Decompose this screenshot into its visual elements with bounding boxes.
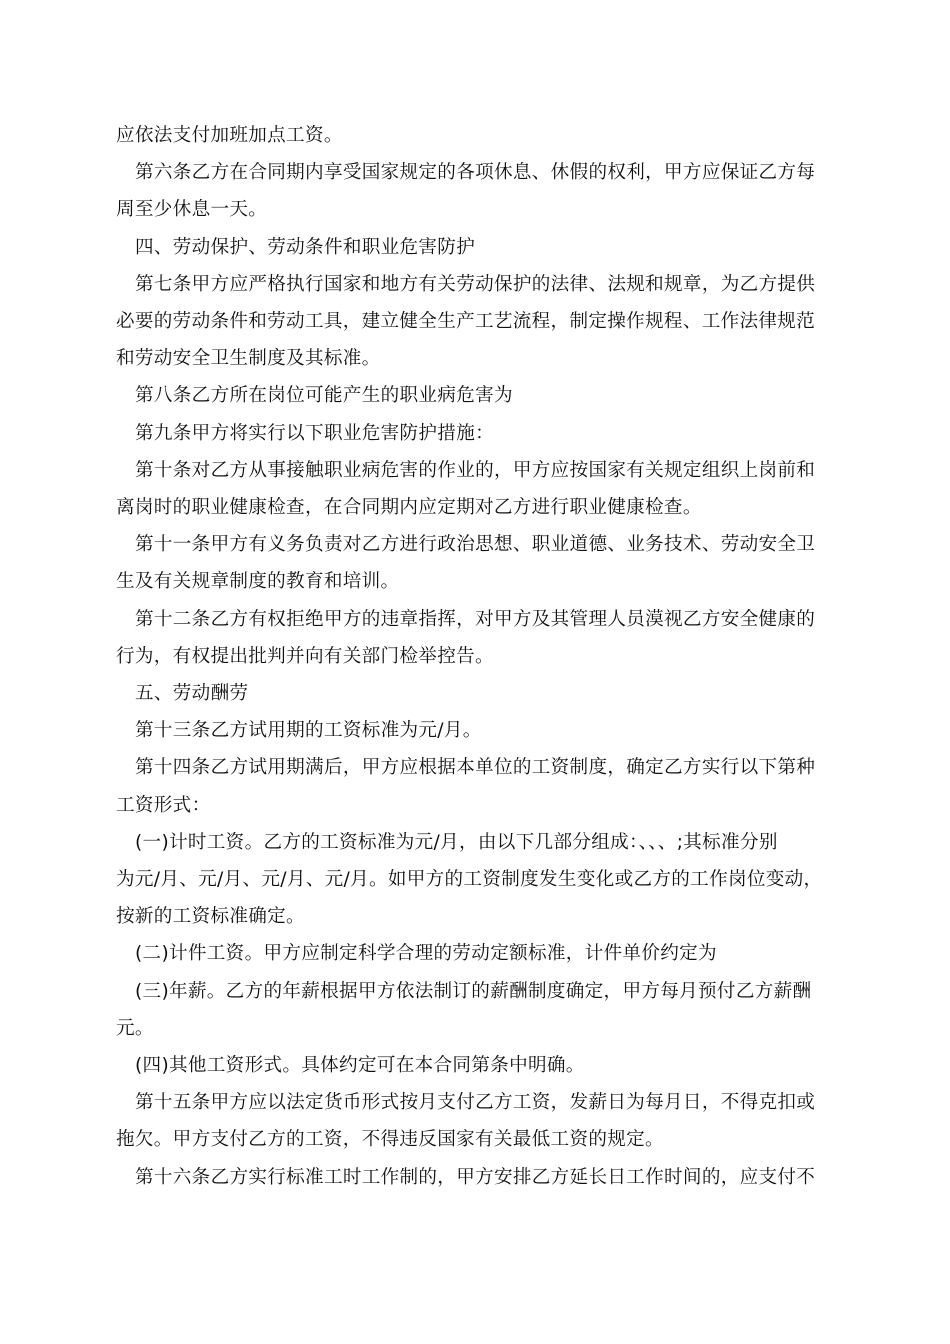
text-line: 按新的工资标准确定。 xyxy=(116,906,305,928)
text-line: 生及有关规章制度的教育和培训。 xyxy=(116,571,400,593)
text-line: 第九条甲方将实行以下职业危害防护措施： xyxy=(135,422,494,444)
text-line: 和劳动安全卫生制度及其标准。 xyxy=(116,348,381,370)
text-line: (三)年薪。乙方的年薪根据甲方依法制订的薪酬制度确定，甲方每月预付乙方薪酬 xyxy=(135,980,812,1002)
text-line: 第十条对乙方从事接触职业病危害的作业的，甲方应按国家有关规定组织上岗前和 xyxy=(135,459,816,481)
text-line: (四)其他工资形式。具体约定可在本合同第条中明确。 xyxy=(135,1055,585,1077)
text-line: 必要的劳动条件和劳动工具，建立健全生产工艺流程，制定操作规程、工作法律规范 xyxy=(116,311,816,333)
text-line: 离岗时的职业健康检查，在合同期内应定期对乙方进行职业健康检查。 xyxy=(116,497,702,519)
text-line: 第十六条乙方实行标准工时工作制的，甲方安排乙方延长日工作时间的，应支付不 xyxy=(135,1166,816,1188)
text-line: 第十五条甲方应以法定货币形式按月支付乙方工资，发薪日为每月日，不得克扣或 xyxy=(135,1092,816,1114)
text-line: 五、劳动酬劳 xyxy=(135,683,249,705)
text-line: 应依法支付加班加点工资。 xyxy=(116,125,343,146)
text-line: 第十二条乙方有权拒绝甲方的违章指挥，对甲方及其管理人员漠视乙方安全健康的 xyxy=(135,608,816,630)
text-line: 第八条乙方所在岗位可能产生的职业病危害为 xyxy=(135,385,513,407)
text-line: 行为，有权提出批判并向有关部门检举控告。 xyxy=(116,645,494,667)
text-line: 四、劳动保护、劳动条件和职业危害防护 xyxy=(135,236,476,258)
document-body xyxy=(116,117,842,1196)
text-line: (一)计时工资。乙方的工资标准为元/月，由以下几部分组成：、、、;其标准分别 xyxy=(135,831,778,853)
text-line: 工资形式： xyxy=(116,794,211,816)
text-line: 元。 xyxy=(116,1017,154,1039)
text-line: 第十四条乙方试用期满后，甲方应根据本单位的工资制度，确定乙方实行以下第种 xyxy=(135,757,816,779)
text-line: 第十三条乙方试用期的工资标准为元/月。 xyxy=(135,720,482,742)
text-line: (二)计件工资。甲方应制定科学合理的劳动定额标准，计件单价约定为 xyxy=(135,943,717,965)
text-line: 为元/月、元/月、元/月、元/月。如甲方的工资制度发生变化或乙方的工作岗位变动， xyxy=(116,869,823,891)
text-line: 第六条乙方在合同期内享受国家规定的各项休息、休假的权利，甲方应保证乙方每 xyxy=(135,162,816,184)
text-line: 拖欠。甲方支付乙方的工资，不得违反国家有关最低工资的规定。 xyxy=(116,1129,664,1151)
text-line: 第十一条甲方有义务负责对乙方进行政治思想、职业道德、业务技术、劳动安全卫 xyxy=(135,534,816,556)
text-line: 第七条甲方应严格执行国家和地方有关劳动保护的法律、法规和规章，为乙方提供 xyxy=(135,273,816,295)
text-line: 周至少休息一天。 xyxy=(116,199,268,221)
